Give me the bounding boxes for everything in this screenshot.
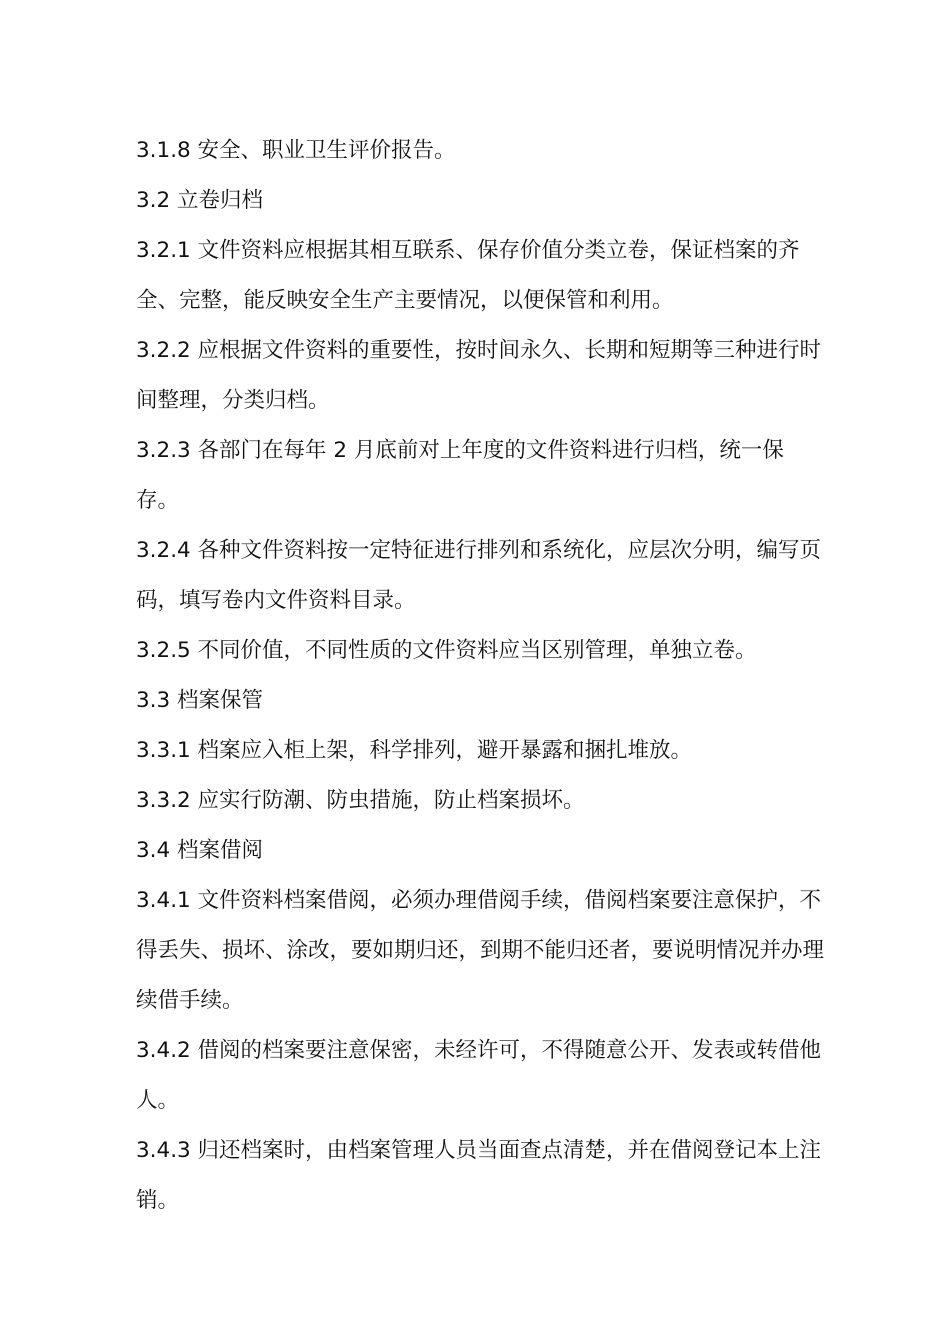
section-heading-3-2: 3.2 立卷归档: [136, 188, 264, 213]
paragraph-3-2-5: 3.2.5 不同价值，不同性质的文件资料应当区别管理，单独立卷。: [136, 638, 757, 663]
paragraph-3-4-3: 3.4.3 归还档案时，由档案管理人员当面查点清楚，并在借阅登记本上注销。: [136, 1138, 822, 1213]
paragraph-3-4-1: 3.4.1 文件资料档案借阅，必须办理借阅手续，借阅档案要注意保护，不得丢失、损坏、涂改，要如期归还，到期不能归还者，要说明情况并办理续借手续。: [136, 888, 825, 1013]
document-page: [136, 126, 826, 1226]
paragraph-3-3-1: 3.3.1 档案应入柜上架，科学排列，避开暴露和捆扎堆放。: [136, 738, 693, 763]
paragraph-3-4-2: 3.4.2 借阅的档案要注意保密，未经许可，不得随意公开、发表或转借他人。: [136, 1038, 822, 1113]
section-heading-3-4: 3.4 档案借阅: [136, 838, 264, 863]
paragraph-3-1-8: 3.1.8 安全、职业卫生评价报告。: [136, 138, 456, 163]
paragraph-3-2-4: 3.2.4 各种文件资料按一定特征进行排列和系统化，应层次分明，编写页码，填写卷内文件资料目录。: [136, 538, 822, 613]
paragraph-3-2-3: 3.2.3 各部门在每年 2 月底前对上年度的文件资料进行归档，统一保存。: [136, 438, 784, 513]
paragraph-3-2-2: 3.2.2 应根据文件资料的重要性，按时间永久、长期和短期等三种进行时间整理，分类归档。: [136, 338, 822, 413]
paragraph-3-3-2: 3.3.2 应实行防潮、防虫措施，防止档案损坏。: [136, 788, 585, 813]
section-heading-3-3: 3.3 档案保管: [136, 688, 264, 713]
paragraph-3-2-1: 3.2.1 文件资料应根据其相互联系、保存价值分类立卷，保证档案的齐全、完整，能反映安全生产主要情况，以便保管和利用。: [136, 238, 800, 313]
